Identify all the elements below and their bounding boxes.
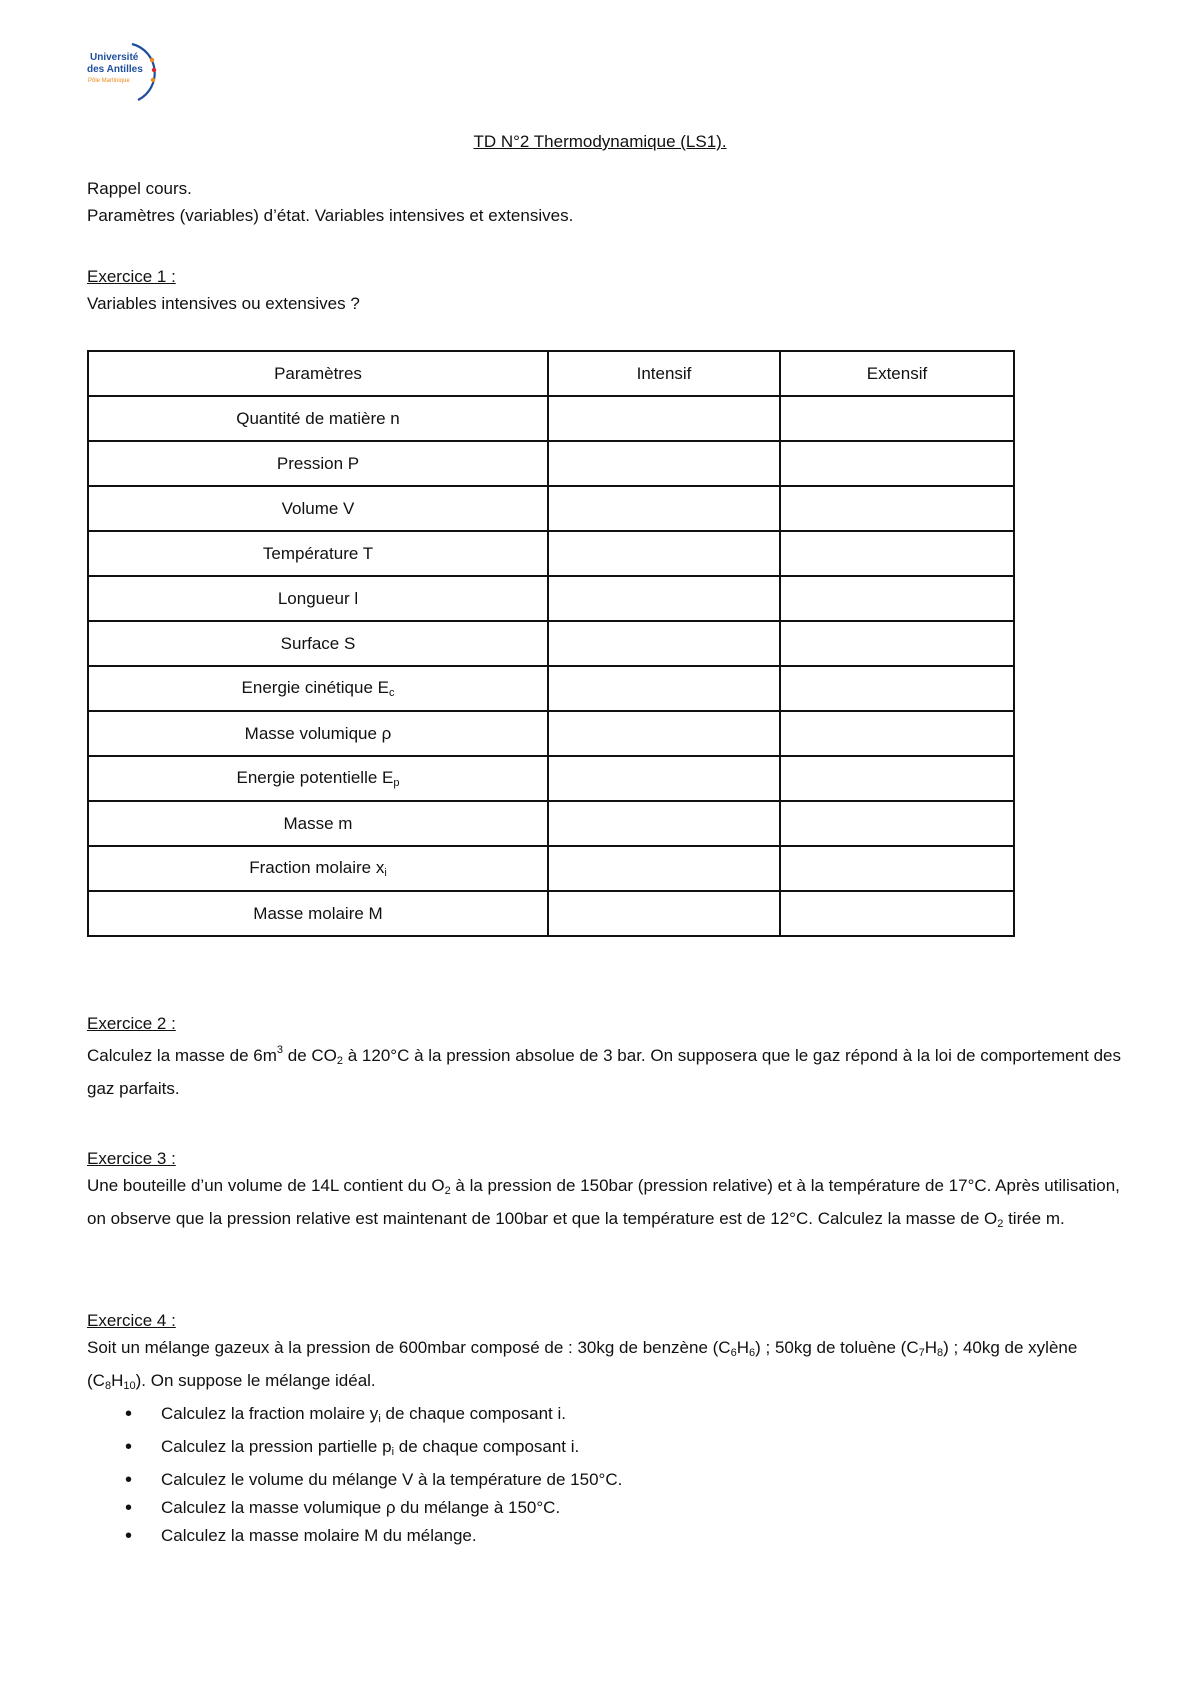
extensif-cell[interactable] xyxy=(780,756,1014,801)
intensif-cell[interactable] xyxy=(548,801,780,846)
intensif-cell[interactable] xyxy=(548,756,780,801)
table-row xyxy=(88,891,1014,936)
list-item: • Calculez la fraction molaire $y_i$ de chaque composant i. xyxy=(87,1400,1127,1433)
exercise-1-question: Variables intensives ou extensives ? xyxy=(87,294,360,313)
header-parametres: Paramètres xyxy=(88,351,548,396)
exercise-3-heading: Exercice 3 : xyxy=(87,1149,176,1168)
table-row xyxy=(88,486,1014,531)
exercise-2-heading: Exercice 2 : xyxy=(87,1014,176,1033)
list-item: • Calculez le volume du mélange V à la température de 150°C. xyxy=(87,1466,1127,1494)
extensif-cell[interactable] xyxy=(780,846,1014,891)
intensif-cell[interactable] xyxy=(548,621,780,666)
table-row xyxy=(88,531,1014,576)
logo-line1: Université xyxy=(90,52,139,63)
parameter-cell: Energie potentielle $E_p$ xyxy=(88,756,548,801)
parameter-cell: Longueur l xyxy=(88,576,548,621)
rappel-line2: Paramètres (variables) d’état. Variables intensives et extensives. xyxy=(87,206,574,225)
exercise-1 xyxy=(87,263,1127,317)
extensif-cell[interactable] xyxy=(780,891,1014,936)
table-row xyxy=(88,621,1014,666)
intensif-cell[interactable] xyxy=(548,531,780,576)
exercise-4-heading: Exercice 4 : xyxy=(87,1311,176,1330)
extensif-cell[interactable] xyxy=(780,531,1014,576)
exercise-4-bullets xyxy=(87,1400,1127,1550)
intensif-cell[interactable] xyxy=(548,666,780,711)
parameter-cell: Energie cinétique $E_c$ xyxy=(88,666,548,711)
extensif-cell[interactable] xyxy=(780,486,1014,531)
intensif-cell[interactable] xyxy=(548,711,780,756)
intensif-cell[interactable] xyxy=(548,441,780,486)
rappel-line1: Rappel cours. xyxy=(87,179,192,198)
universite-des-antilles-logo xyxy=(86,40,158,104)
intensif-cell[interactable] xyxy=(548,486,780,531)
parameter-cell: Pression P xyxy=(88,441,548,486)
list-item: • Calculez la masse molaire M du mélange. xyxy=(87,1522,1127,1550)
parameter-cell: Quantité de matière n xyxy=(88,396,548,441)
document-title: TD N°2 Thermodynamique (LS1). xyxy=(473,132,727,151)
parameter-cell: Masse volumique ρ xyxy=(88,711,548,756)
extensif-cell[interactable] xyxy=(780,396,1014,441)
exercise-1-heading: Exercice 1 : xyxy=(87,267,176,286)
extensif-cell[interactable] xyxy=(780,441,1014,486)
table-header-row xyxy=(88,351,1014,396)
extensif-cell[interactable] xyxy=(780,711,1014,756)
intensif-cell[interactable] xyxy=(548,891,780,936)
list-item: • Calculez la pression partielle $p_i$ de chaque composant i. xyxy=(87,1433,1127,1466)
intensif-cell[interactable] xyxy=(548,396,780,441)
header-extensif: Extensif xyxy=(780,351,1014,396)
header-intensif: Intensif xyxy=(548,351,780,396)
intensif-cell[interactable] xyxy=(548,846,780,891)
table-row xyxy=(88,801,1014,846)
extensif-cell[interactable] xyxy=(780,576,1014,621)
intensif-cell[interactable] xyxy=(548,576,780,621)
exercise-4-text: Soit un mélange gazeux à la pression de 600mbar composé de : 30kg de benzène $(C_6H_6)$ ; 50kg de toluène $(C_7H_8)$ ; 40kg de xylène $(C_8H_{10})$. On suppose le mélange idéal. xyxy=(87,1338,1078,1392)
parameter-cell: Volume V xyxy=(88,486,548,531)
parameter-cell: Surface S xyxy=(88,621,548,666)
parameter-cell: Masse m xyxy=(88,801,548,846)
list-item: • Calculez la masse volumique ρ du mélange à 150°C. xyxy=(87,1494,1127,1522)
parameter-cell: Température T xyxy=(88,531,548,576)
table-row xyxy=(88,711,1014,756)
exercise-3-text: Une bouteille d’un volume de 14L contient du $O_2$ à la pression de 150bar (pression relative) et à la température de 17°C. Après utilisation, on observe que la pression relative est maintenant de 100bar et que la température est de 12°C. Calculez la masse de $O_2$ tirée m. xyxy=(87,1176,1120,1230)
extensif-cell[interactable] xyxy=(780,621,1014,666)
table-row xyxy=(88,846,1014,891)
table-row xyxy=(88,756,1014,801)
parameter-cell: Fraction molaire $x_i$ xyxy=(88,846,548,891)
exercise-4 xyxy=(87,1307,1127,1550)
rappel-section xyxy=(87,175,1127,229)
extensif-cell[interactable] xyxy=(780,801,1014,846)
table-row xyxy=(88,441,1014,486)
table-row xyxy=(88,396,1014,441)
parameter-cell: Masse molaire M xyxy=(88,891,548,936)
table-row xyxy=(88,666,1014,711)
parameters-table xyxy=(87,350,1015,937)
extensif-cell[interactable] xyxy=(780,666,1014,711)
logo-line2: des Antilles xyxy=(87,64,143,75)
logo-line3: Pôle Martinique xyxy=(88,78,130,84)
exercise-2-text: Calculez la masse de $6m^3$ de $CO_2$ à 120°C à la pression absolue de 3 bar. On supposera que le gaz répond à la loi de comportement des gaz parfaits. xyxy=(87,1044,1121,1098)
exercise-3 xyxy=(87,1145,1127,1238)
table-row xyxy=(88,576,1014,621)
exercise-2 xyxy=(87,1010,1127,1102)
